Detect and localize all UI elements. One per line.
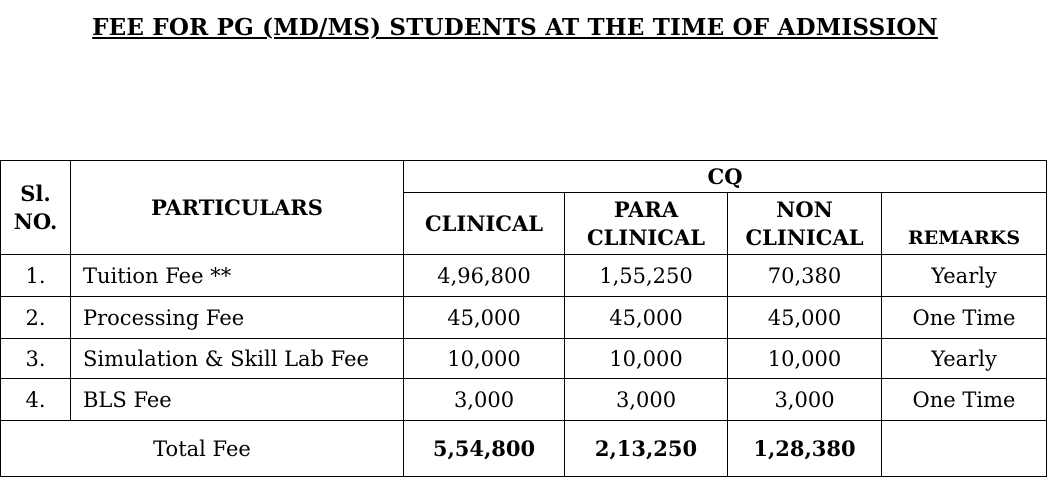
row-clinical: 10,000 <box>404 339 565 379</box>
table-row <box>1 339 1047 379</box>
row-particular: Simulation & Skill Lab Fee <box>71 339 404 379</box>
row-clinical: 3,000 <box>404 379 565 421</box>
header-sl-no: Sl. NO. <box>1 161 71 255</box>
total-label: Total Fee <box>1 421 404 477</box>
row-non-clinical: 45,000 <box>728 297 882 339</box>
row-para-clinical: 3,000 <box>565 379 728 421</box>
row-clinical: 45,000 <box>404 297 565 339</box>
row-non-clinical: 70,380 <box>728 255 882 297</box>
row-remarks: Yearly <box>882 255 1047 297</box>
total-row <box>1 421 1047 477</box>
header-particulars: PARTICULARS <box>71 161 404 255</box>
row-remarks: One Time <box>882 297 1047 339</box>
row-sl: 1. <box>1 255 71 297</box>
row-remarks: One Time <box>882 379 1047 421</box>
row-non-clinical: 10,000 <box>728 339 882 379</box>
row-particular: Processing Fee <box>71 297 404 339</box>
row-para-clinical: 45,000 <box>565 297 728 339</box>
row-para-clinical: 10,000 <box>565 339 728 379</box>
row-clinical: 4,96,800 <box>404 255 565 297</box>
table-row <box>1 379 1047 421</box>
row-sl: 3. <box>1 339 71 379</box>
header-group-cq: CQ <box>404 161 1047 193</box>
table-row <box>1 297 1047 339</box>
row-remarks: Yearly <box>882 339 1047 379</box>
header-remarks: REMARKS <box>882 193 1047 255</box>
row-sl: 2. <box>1 297 71 339</box>
total-para-clinical: 2,13,250 <box>565 421 728 477</box>
page-title: FEE FOR PG (MD/MS) STUDENTS AT THE TIME OF ADMISSION <box>92 14 938 41</box>
row-non-clinical: 3,000 <box>728 379 882 421</box>
header-para-clinical: PARA CLINICAL <box>565 193 728 255</box>
total-non-clinical: 1,28,380 <box>728 421 882 477</box>
total-clinical: 5,54,800 <box>404 421 565 477</box>
row-para-clinical: 1,55,250 <box>565 255 728 297</box>
header-clinical: CLINICAL <box>404 193 565 255</box>
row-particular: Tuition Fee ** <box>71 255 404 297</box>
fee-table <box>0 160 1047 477</box>
table-row <box>1 255 1047 297</box>
row-particular: BLS Fee <box>71 379 404 421</box>
header-non-clinical: NON CLINICAL <box>728 193 882 255</box>
row-sl: 4. <box>1 379 71 421</box>
total-remarks <box>882 421 1047 477</box>
